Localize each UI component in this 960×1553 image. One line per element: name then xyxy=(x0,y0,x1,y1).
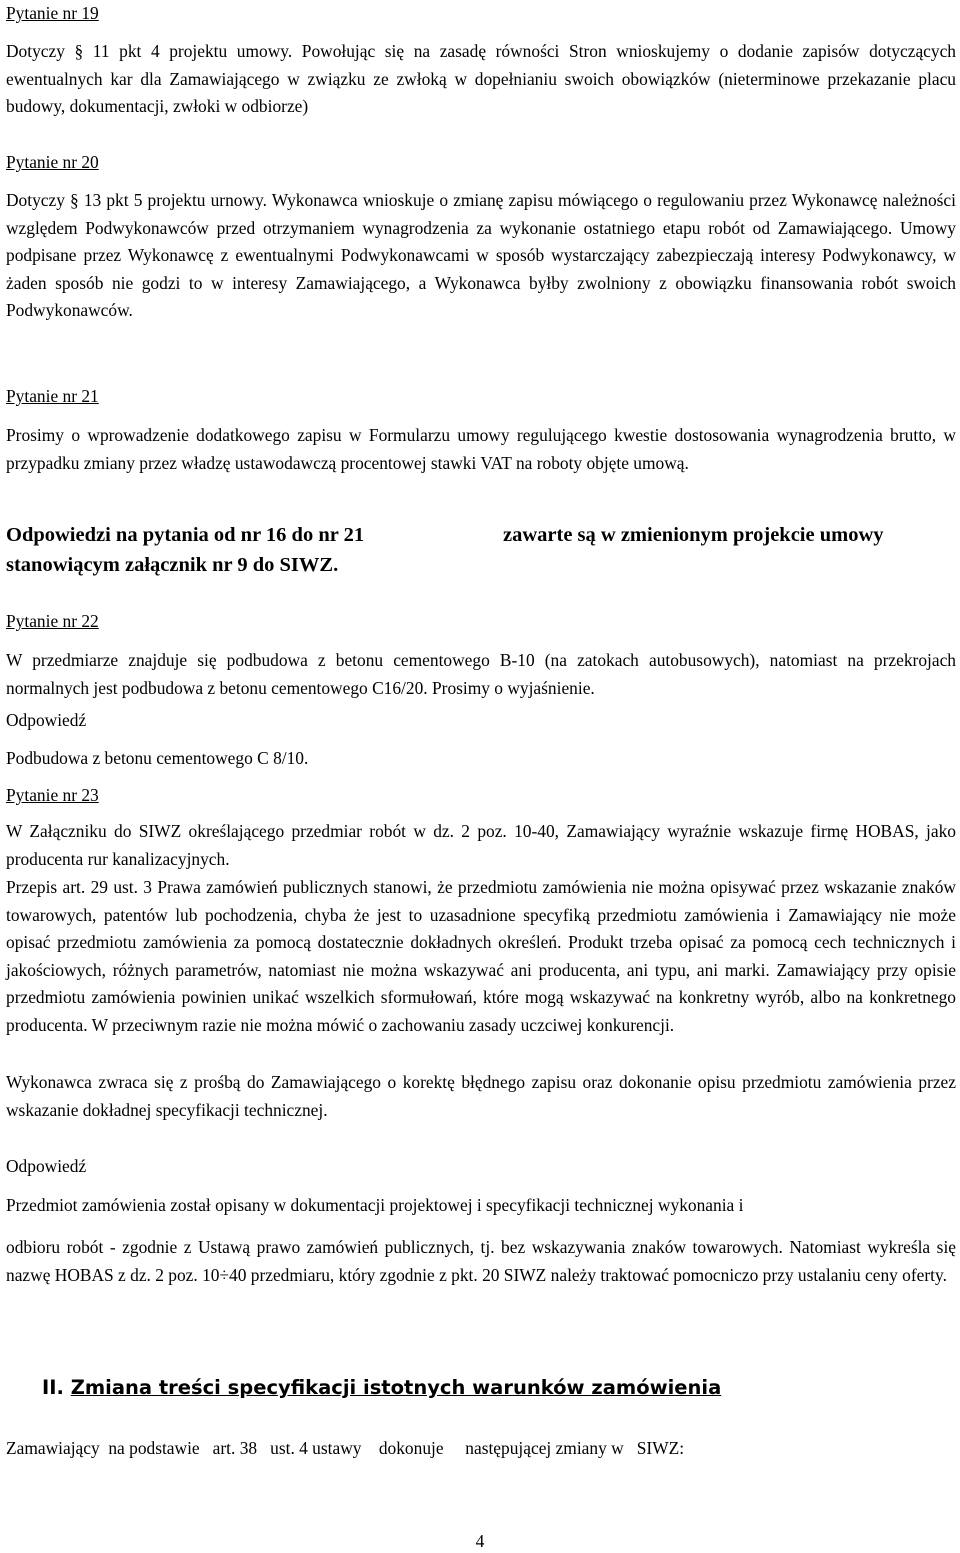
question-22-body: W przedmiarze znajduje się podbudowa z betonu cementowego B-10 (na zatokach autobusowych), natomiast na przekrojach normalnych jest podbudowa z betonu cementowego C16/20. Prosimy o wyjaśnienie. xyxy=(6,650,956,698)
section-2-intro: Zamawiający na podstawie art. 38 ust. 4 ustawy dokonuje następującej zmiany w SIWZ: xyxy=(6,1438,685,1458)
question-23-body-1: W Załączniku do SIWZ określającego przedmiar robót w dz. 2 poz. 10-40, Zamawiający wyraźnie wskazuje firmę HOBAS, jako producenta rur kanalizacyjnych. xyxy=(6,821,956,869)
section-2-title-text: Zmiana treści specyfikacji istotnych warunków zamówienia xyxy=(70,1376,722,1399)
question-20-body: Dotyczy § 13 pkt 5 projektu urnowy. Wykonawca wnioskuje o zmianę zapisu mówiącego o regulowaniu przez Wykonawcę należności względem Podwykonawców przed otrzymaniem wynagrodzenia za wykonanie ostatniego etapu robót od Zamawiającego. Umowy podpisane przez Wykonawcę z ewentualnymi Podwykonawcami w sposób wystarczający zabezpieczają interesy Podwykonawcy, w żaden sposób nie godzi to w interesy Zamawiającego, a Wykonawca byłby zwolniony z obowiązku finansowania robót swoich Podwykonawców. xyxy=(6,190,956,321)
question-19-body: Dotyczy § 11 pkt 4 projektu umowy. Powołując się na zasadę równości Stron wnioskujemy o dodanie zapisów dotyczących ewentualnych kar dla Zamawiającego w związku ze zwłoką w dopełnianiu swoich obowiązków (nieterminowe przekazanie placu budowy, dokumentacji, zwłoki w odbiorze) xyxy=(6,41,956,117)
answers-16-21-line1-left: Odpowiedzi na pytania od nr 16 do nr 21 xyxy=(6,524,365,546)
section-2-number: II. xyxy=(42,1376,64,1399)
answers-16-21-line1 xyxy=(6,521,956,549)
question-23-body-2: Przepis art. 29 ust. 3 Prawa zamówień publicznych stanowi, że przedmiotu zamówienia nie można opisywać przez wskazanie znaków towarowych, patentów lub pochodzenia, chyba że jest to uzasadnione specyfiką przedmiotu zamówienia i Zamawiający nie może opisać przedmiotu zamówienia za pomocą dostatecznie dokładnych określeń. Produkt trzeba opisać za pomocą cech technicznych i jakościowych, różnych parametrów, natomiast nie można wskazywać ani producenta, ani typu, ani marki. Zamawiający przy opisie przedmiotu zamówienia powinien unikać wszelkich sformułowań, które mogą wskazywać na konkretny wyrób, albo na konkretnego producenta. W przeciwnym razie nie można mówić o zachowaniu zasady uczciwej konkurencji. xyxy=(6,877,956,1035)
page-number: 4 xyxy=(475,1531,485,1551)
question-23-answer-1: Przedmiot zamówienia został opisany w dokumentacji projektowej i specyfikacji technicznej wykonania i xyxy=(6,1195,744,1215)
question-22-title: Pytanie nr 22 xyxy=(6,611,99,631)
question-23-answer-2: odbioru robót - zgodnie z Ustawą prawo zamówień publicznych, tj. bez wskazywania znaków towarowych. Natomiast wykreśla się nazwę HOBAS z dz. 2 poz. 10÷40 przedmiaru, który zgodnie z pkt. 20 SIWZ należy traktować pomocniczo przy ustalaniu ceny oferty. xyxy=(6,1237,956,1285)
question-22-answer-label: Odpowiedź xyxy=(6,710,87,730)
question-22-answer: Podbudowa z betonu cementowego C 8/10. xyxy=(6,748,309,768)
question-19-title: Pytanie nr 19 xyxy=(6,3,99,23)
question-21-title: Pytanie nr 21 xyxy=(6,386,99,406)
answers-16-21-line1-right: zawarte są w zmienionym projekcie umowy xyxy=(503,524,884,546)
answers-16-21-line2: stanowiącym załącznik nr 9 do SIWZ. xyxy=(6,554,339,576)
question-20-title: Pytanie nr 20 xyxy=(6,152,99,172)
section-2-title xyxy=(42,1374,942,1402)
question-21-body: Prosimy o wprowadzenie dodatkowego zapisu w Formularzu umowy regulującego kwestie dostosowania wynagrodzenia brutto, w przypadku zmiany przez władzę ustawodawczą procentowej stawki VAT na roboty objęte umową. xyxy=(6,425,956,473)
question-23-title: Pytanie nr 23 xyxy=(6,785,99,805)
question-23-answer-label: Odpowiedź xyxy=(6,1156,87,1176)
question-23-body-3: Wykonawca zwraca się z prośbą do Zamawiającego o korektę błędnego zapisu oraz dokonanie opisu przedmiotu zamówienia przez wskazanie dokładnej specyfikacji technicznej. xyxy=(6,1072,956,1120)
